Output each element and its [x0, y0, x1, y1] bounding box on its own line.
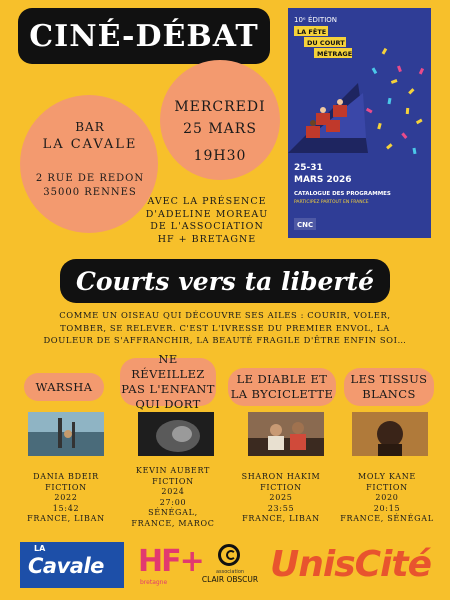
film-still-image: [28, 412, 104, 456]
poster-tagline: PARTICIPEZ PARTOUT EN FRANCE: [294, 200, 369, 205]
film-title-line: LES TISSUS: [350, 372, 428, 386]
film-genre: FICTION: [152, 476, 194, 486]
film-title-line: BLANCS: [362, 387, 416, 401]
film-credits: [13, 472, 119, 525]
poster-label-2: DU COURT: [307, 39, 345, 47]
film-title-tag: [120, 352, 216, 411]
unis-cite-logo: [270, 538, 440, 590]
hf-bretagne-logo: [138, 544, 203, 588]
film-country: FRANCE, MAROC: [131, 518, 215, 528]
venue-line-2: LA CAVALE: [42, 137, 138, 152]
guest-info: [132, 196, 282, 246]
film-title-tag: [228, 368, 336, 406]
venue-address-2: 35000 RENNES: [43, 187, 137, 198]
venue-name: [24, 118, 156, 154]
clair-obscur-small: association: [215, 569, 245, 575]
hf-logo-sub: bretagne: [140, 579, 168, 586]
film-duration: 20:15: [373, 503, 401, 513]
film-credits: [334, 472, 440, 525]
poster-artwork: [288, 8, 431, 238]
film-year: 2020: [375, 493, 399, 502]
poster-edition: 10ᵉ ÉDITION: [294, 16, 338, 24]
guest-line-2: D'ADELINE MOREAU: [145, 208, 269, 220]
film-still-image: [248, 412, 324, 456]
subtitle-banner: [60, 259, 390, 303]
guest-line-4: HF + BRETAGNE: [157, 233, 257, 245]
film-duration: 15:42: [52, 503, 80, 513]
clair-obscur-name: CLAIR OBSCUR: [201, 575, 259, 584]
event-time: 19H30: [193, 148, 247, 164]
film-duration: 23:55: [267, 503, 295, 513]
la-cavale-logo: [20, 542, 124, 588]
poster-dates-2: MARS 2026: [294, 175, 352, 185]
la-cavale-logo-name: Cavale: [28, 554, 104, 578]
intro-line-2: TOMBER, SE RELEVER. C'EST L'IVRESSE DU PREMIER ENVOL, LA: [60, 322, 390, 333]
intro-line-1: COMME UN OISEAU QUI DÉCOUVRE SES AILES : COURIR, VOLER,: [59, 310, 391, 320]
film-title-line: LA BYCICLETTE: [230, 387, 334, 401]
poster-dates-1: 25-31: [294, 163, 323, 173]
page-title: CINÉ-DÉBAT: [29, 18, 259, 54]
film-country: FRANCE, SÉNÉGAL: [340, 514, 434, 523]
event-date-value: 25 MARS: [183, 121, 257, 137]
film-director: MOLY KANE: [358, 472, 416, 481]
event-day: MERCREDI: [174, 99, 266, 115]
film-still-image: [138, 412, 214, 456]
poster-org-logo: CNC: [297, 221, 314, 229]
guest-line-3: DE L'ASSOCIATION: [150, 221, 264, 232]
film-title-tag: [344, 368, 434, 406]
film-genre: FICTION: [366, 482, 408, 492]
film-director: KEVIN AUBERT: [135, 466, 211, 475]
film-title-line: WARSHA: [35, 379, 93, 394]
hf-logo-text: HF+: [138, 544, 203, 579]
film-duration: 27:00: [159, 497, 187, 507]
film-year: 2025: [269, 493, 293, 502]
film-title-line: NE RÉVEILLEZ: [131, 352, 205, 381]
film-title-tag: [24, 373, 104, 401]
intro-line-3: DOULEUR DE S'AFFRANCHIR, LA BEAUTÉ FRAGILE D'ÊTRE ENFIN SOI…: [43, 335, 407, 345]
venue-line-1: BAR: [75, 120, 105, 134]
film-director: SHARON HAKIM: [241, 472, 321, 481]
guest-line-1: AVEC LA PRÉSENCE: [147, 196, 267, 207]
film-country: SÉNÉGAL,: [148, 508, 198, 517]
film-credits: [120, 466, 226, 529]
unis-cite-logo-text: UnisCité: [270, 543, 432, 585]
film-country: FRANCE, LIBAN: [242, 514, 320, 523]
film-genre: FICTION: [45, 482, 87, 492]
title-banner: [18, 8, 270, 64]
program-title: Courts vers ta liberté: [75, 266, 375, 296]
film-title-line: QUI DORT: [135, 397, 201, 411]
festival-poster: [288, 8, 431, 238]
poster-label-3: MÉTRAGE: [317, 50, 353, 58]
film-title-line: PAS L'ENFANT: [121, 382, 215, 396]
film-country: FRANCE, LIBAN: [27, 514, 105, 523]
la-cavale-logo-small: LA: [34, 544, 46, 553]
film-year: 2022: [54, 493, 78, 502]
event-date: [158, 96, 282, 167]
film-title-line: LE DIABLE ET: [236, 372, 328, 386]
film-genre: FICTION: [260, 482, 302, 492]
venue-address-1: 2 RUE DE REDON: [35, 173, 145, 184]
clair-obscur-logo: [200, 544, 260, 590]
film-year: 2024: [161, 487, 185, 496]
program-intro: [20, 309, 430, 347]
film-director: DANIA BDEIR: [33, 472, 99, 481]
clair-obscur-icon: [218, 544, 240, 566]
poster-catalogue: CATALOGUE DES PROGRAMMES: [294, 191, 391, 197]
poster-label-1: LA FÊTE: [297, 28, 327, 36]
film-still-image: [352, 412, 428, 456]
film-credits: [228, 472, 334, 525]
